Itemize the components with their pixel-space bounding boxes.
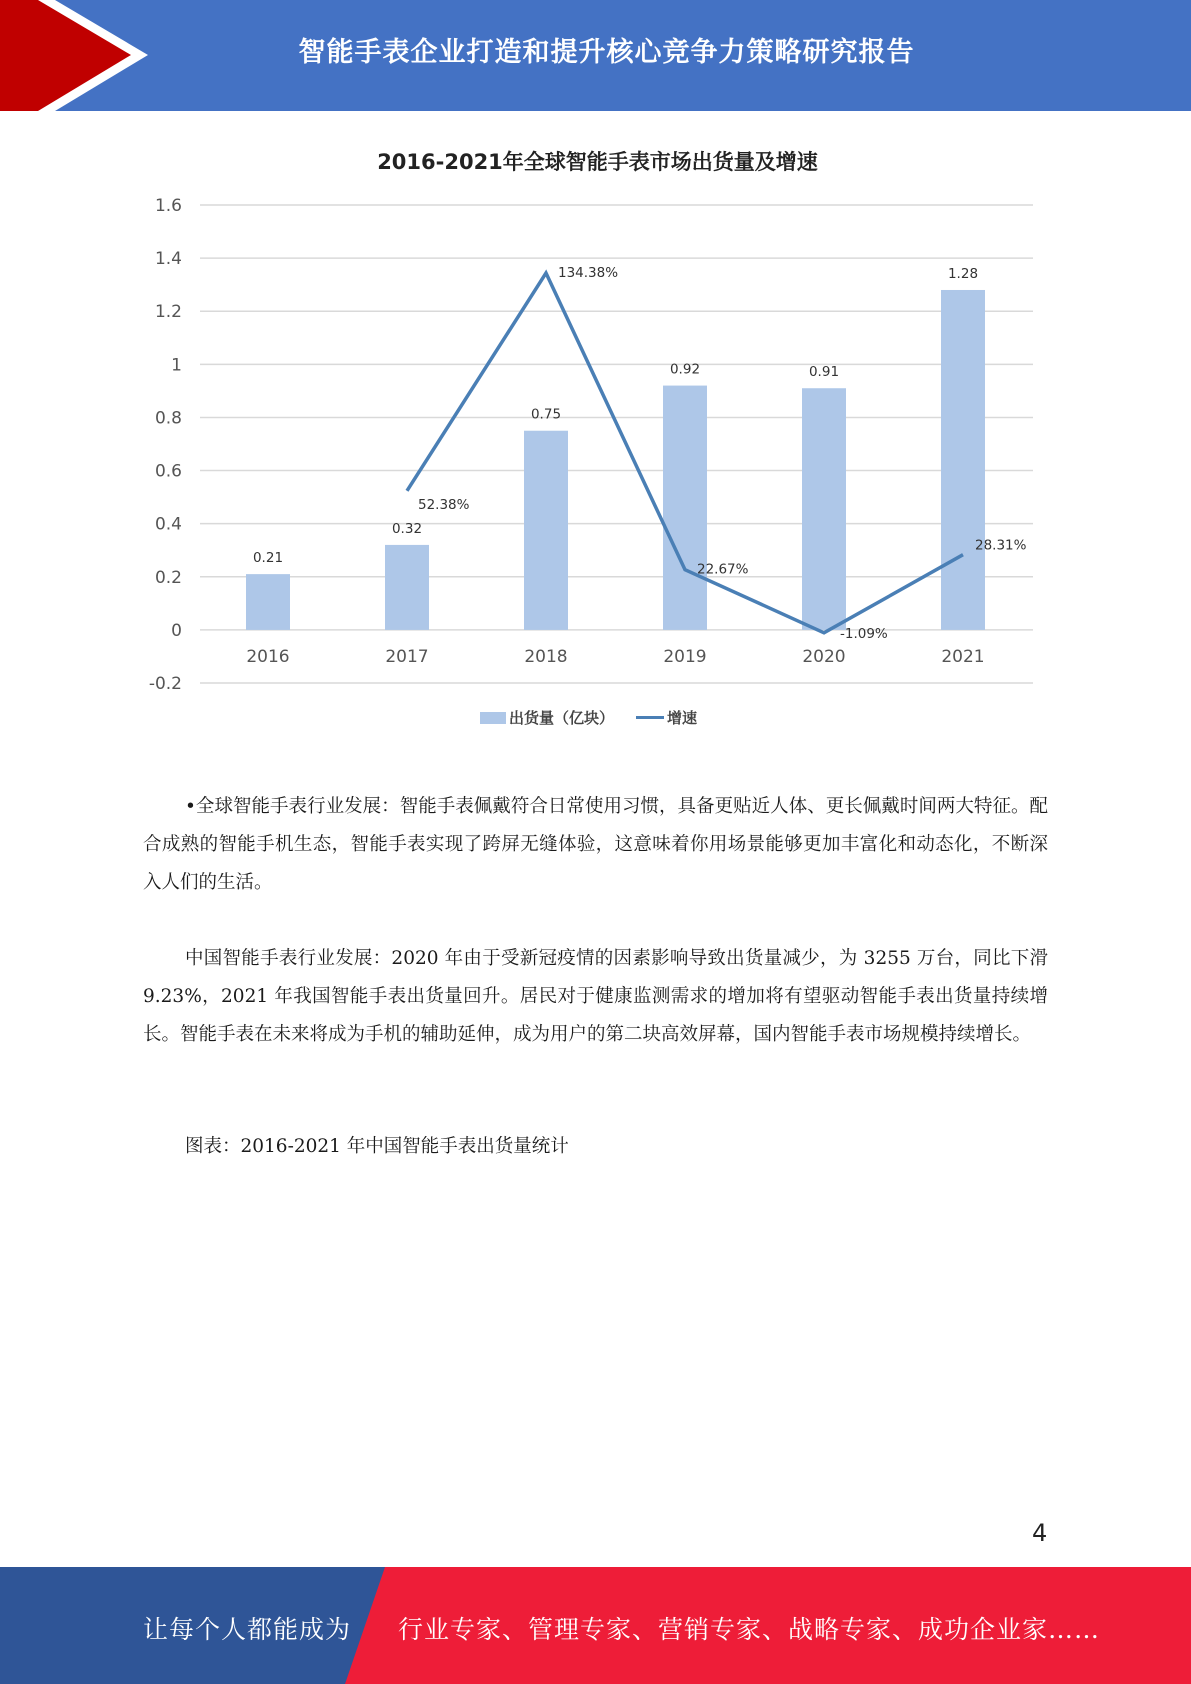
legend-line-label: 增速 [667,709,698,727]
y-tick-label: 1.2 [154,302,182,323]
growth-rate-label: 52.38% [418,496,470,513]
legend-bar-swatch [480,712,506,724]
y-axis-ticks [149,196,182,694]
y-tick-label: 1 [171,355,182,376]
y-tick-label: 0.6 [154,461,182,482]
bar-value-label: 0.91 [808,364,840,381]
line-series [407,265,1027,642]
bar-value-label: 0.75 [530,406,562,423]
bar-series [246,266,985,630]
bar-value-label: 1.28 [947,265,979,282]
paragraph-china-industry: 中国智能手表行业发展：2020 年由于受新冠疫情的因素影响导致出货量减少，为 3255 万台，同比下滑 9.23%，2021 年我国智能手表出货量回升。居民对于健康监测需求的增加将有望驱动智能手表出货量持续增长。智能手表在未来将成为手机的辅助延伸，成为用户的第二块高效屏幕，国内智能手表市场规模持续增长。 [143,948,1048,1045]
bar-2018 [524,431,568,630]
page-number: 4 [1032,1519,1048,1547]
bar-2021 [941,290,985,630]
bar-2016 [246,574,290,630]
report-title: 智能手表企业打造和提升核心竞争力策略研究报告 [298,37,915,68]
growth-rate-label: 134.38% [558,265,619,282]
y-tick-label: 0 [171,620,182,641]
x-tick-label: 2019 [663,646,707,667]
bar-value-label: 0.32 [391,520,423,537]
x-tick-label: 2018 [524,646,568,667]
x-tick-label: 2021 [941,646,985,667]
footer-slogan-left: 让每个人都能成为 [143,1615,352,1644]
y-tick-label: 0.8 [154,408,182,429]
y-tick-label: 1.6 [154,196,182,216]
y-tick-label: 0.4 [154,514,182,535]
growth-rate-label: -1.09% [840,625,888,642]
chart-title: 2016-2021年全球智能手表市场出货量及增速 [377,150,818,174]
bar-2017 [385,545,429,630]
legend-bar-label: 出货量（亿块） [509,709,615,727]
growth-rate-label: 28.31% [975,537,1027,554]
chart [0,0,1191,760]
growth-rate-label: 22.67% [697,561,749,578]
y-tick-label: 0.2 [154,567,182,588]
bar-value-label: 0.21 [252,550,284,567]
x-tick-label: 2017 [385,646,429,667]
y-tick-label: 1.4 [154,249,182,270]
bar-2020 [802,388,846,630]
y-tick-label: -0.2 [148,674,182,694]
footer-band [0,1567,1191,1684]
bar-2019 [663,386,707,630]
figure-caption: 图表：2016-2021 年中国智能手表出货量统计 [185,1136,569,1157]
paragraph-global-industry: •全球智能手表行业发展：智能手表佩戴符合日常使用习惯，具备更贴近人体、更长佩戴时间两大特征。配合成熟的智能手机生态，智能手表实现了跨屏无缝体验，这意味着你用场景能够更加丰富化和动态化，不断深入人们的生活。 [143,796,1048,893]
bar-value-label: 0.92 [669,361,701,378]
x-axis-ticks [246,647,984,667]
footer-slogan-right: 行业专家、管理专家、营销专家、战略专家、成功企业家…… [398,1615,1101,1644]
x-tick-label: 2016 [246,646,290,667]
x-tick-label: 2020 [802,646,846,667]
chart-legend [480,707,697,728]
legend-line-swatch [636,716,664,719]
